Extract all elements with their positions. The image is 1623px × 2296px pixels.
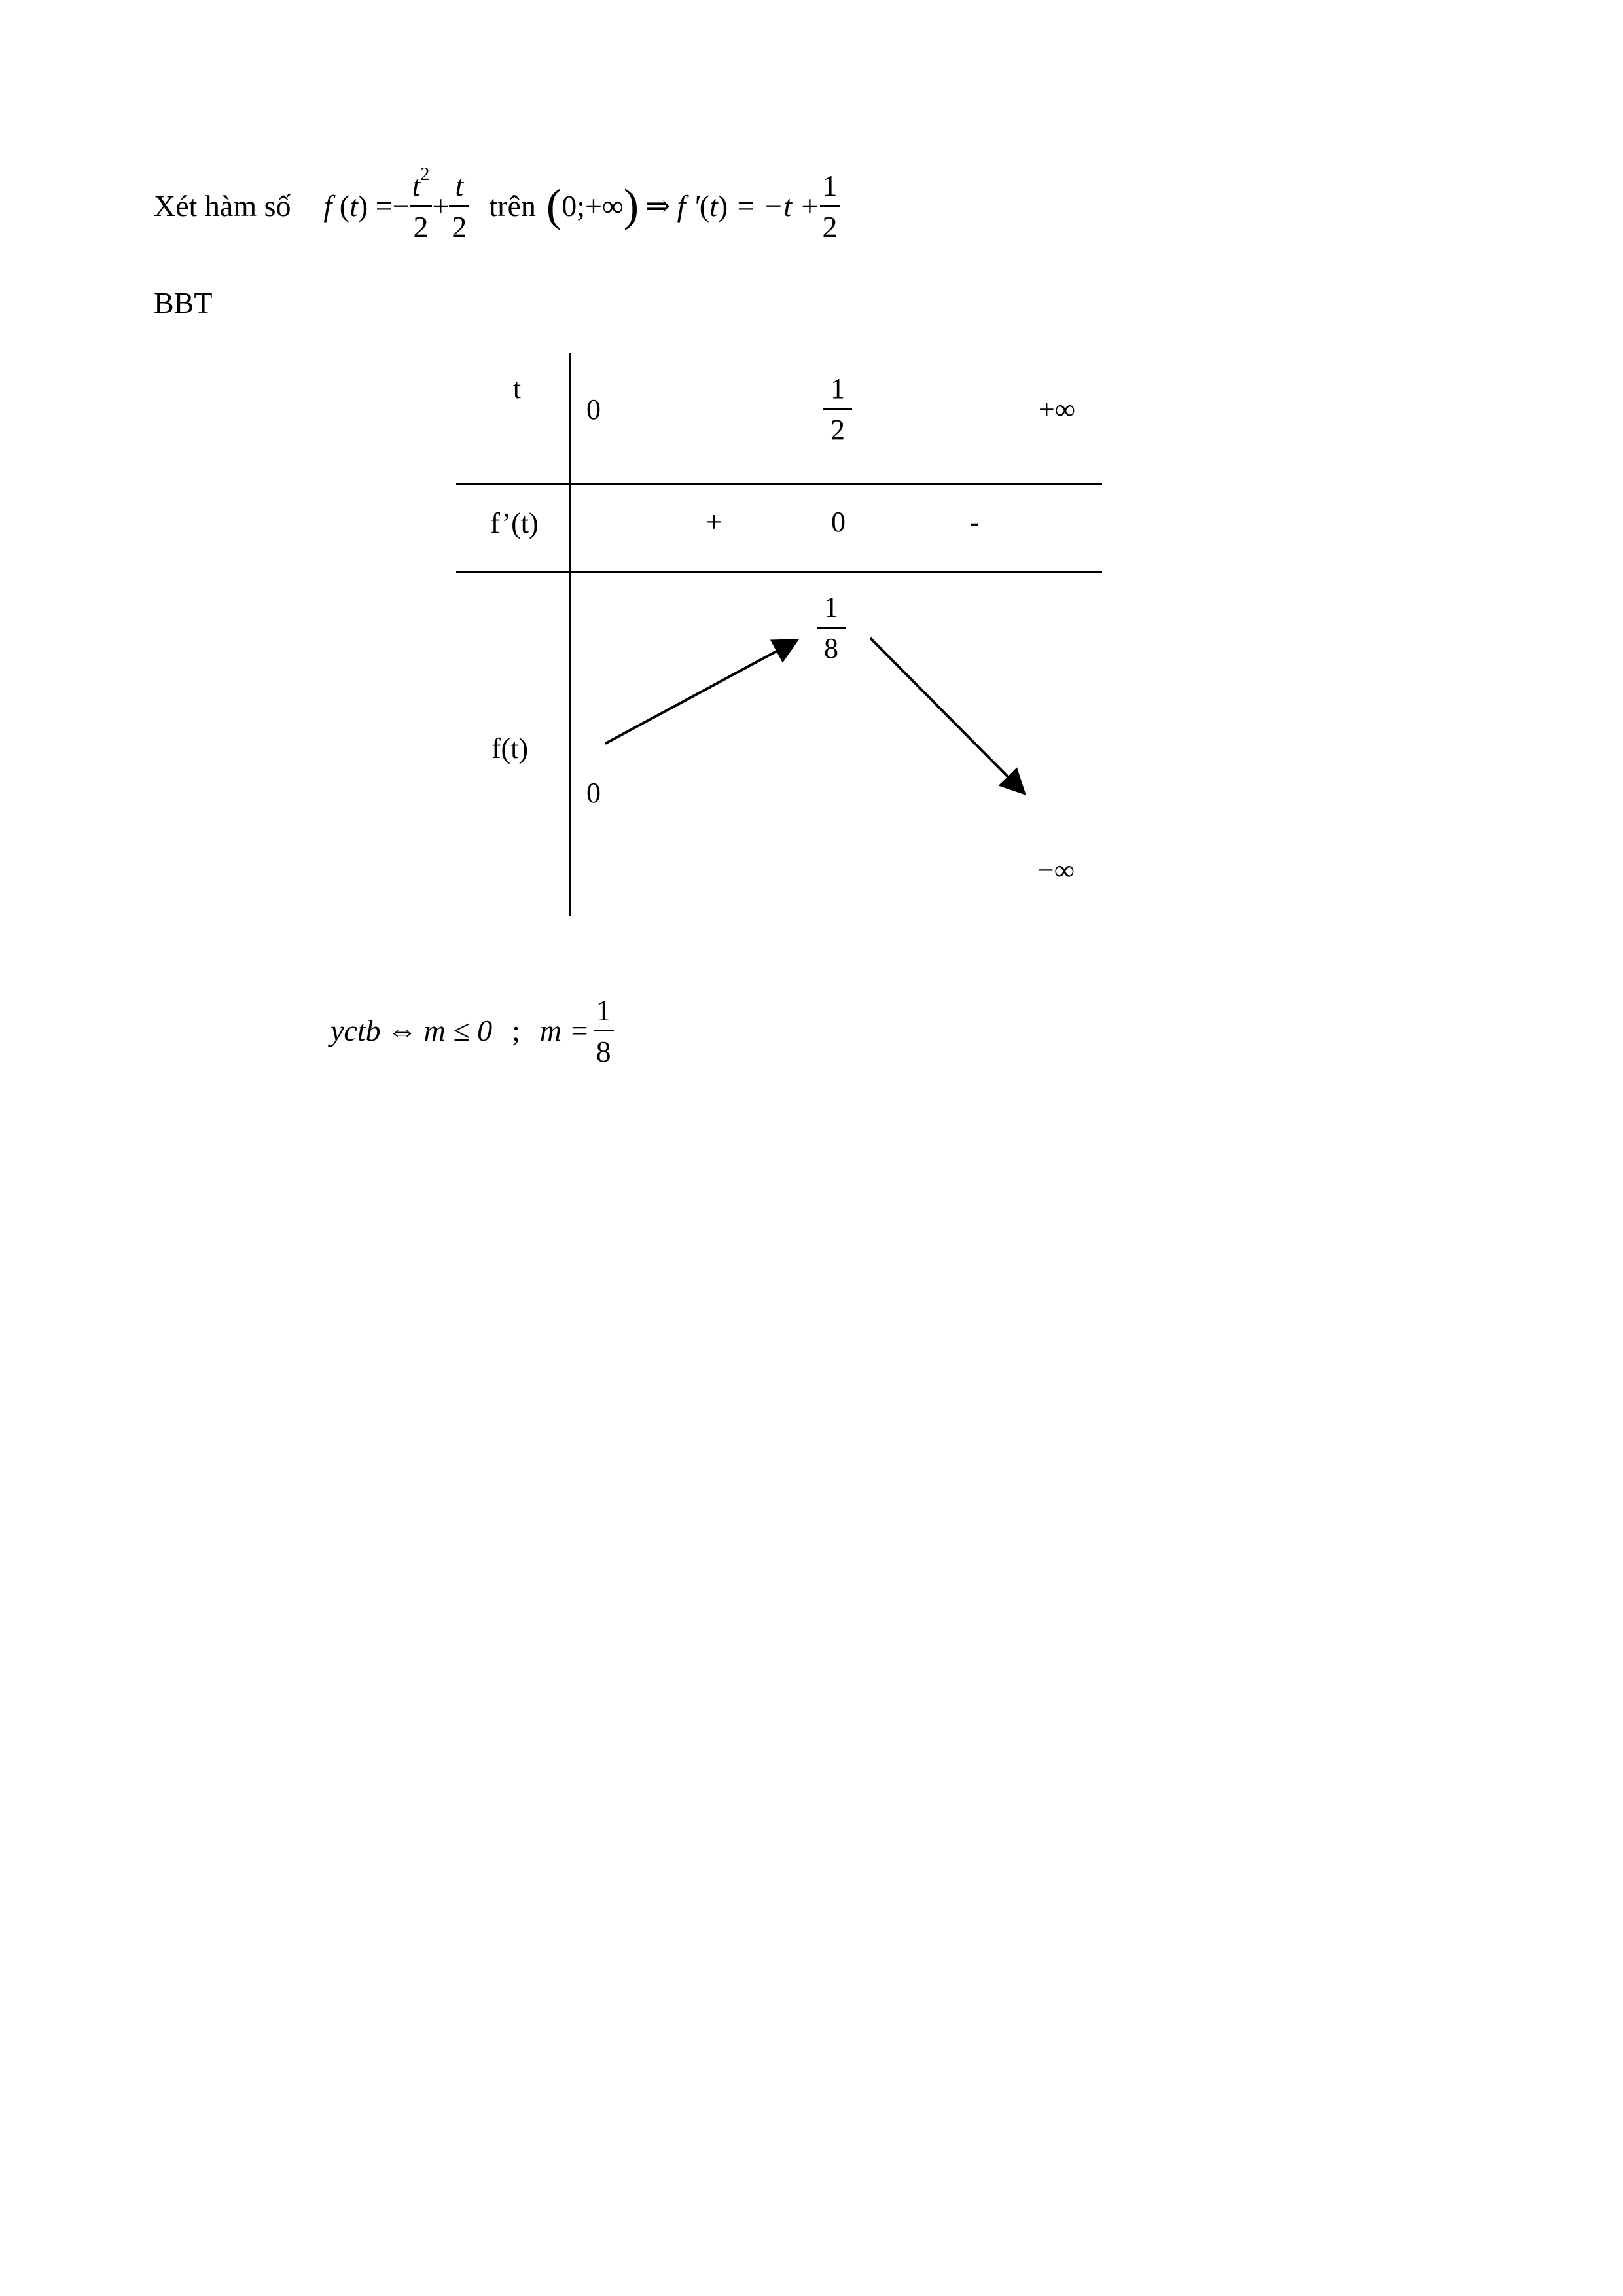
t-value-plus-infinity: +∞ [1038,393,1076,425]
equals-sign: = [375,189,393,223]
bbt-label: BBT [154,286,213,319]
row-label-f-prime: f’(t) [490,507,539,539]
fprime-sign-minus: - [969,506,980,538]
interval: 0;+∞ [562,189,624,223]
implies-sign: ⇒ [645,189,671,223]
fprime-zero: 0 [831,506,846,538]
condition-2: m = [539,1014,590,1047]
plus-sign: + [432,189,450,223]
f-name: f [323,189,332,223]
derivative-rhs: = −t + [735,189,820,223]
f-end-minus-infinity: −∞ [1037,854,1075,886]
t-value-0: 0 [586,393,601,425]
t-var: t [349,189,358,223]
frac-1-over-2: $\frac{1}{2}$ [820,171,840,242]
conclusion-line [330,988,614,1073]
frac-t-over-2: $\frac{t}{2}$ [449,171,469,242]
tren-word: trên [489,189,536,223]
intro-lead: Xét hàm số [154,189,291,223]
t-value-half: 1 2 [823,374,852,444]
minus-sign: − [392,189,410,223]
frac-1-over-8: $\frac{1}{8}$ [594,996,614,1067]
decreasing-arrow [870,638,1024,793]
row-label-t: t [512,372,522,404]
increasing-arrow [605,640,797,744]
intro-line: Xét hàm số f ( t ) = − $\frac{t^2}{2}$ + $\frac{t}{2}$ trên ( 0;+∞ ) ⇒ f ' ( t ) = −t + $\frac{1}{2}$ [154,164,840,249]
f-start-value: 0 [586,777,601,809]
f-prime: f ' [677,189,700,223]
frac-t2-over-2: $\frac{t^2}{2}$ [410,171,433,242]
yctb: yctb [330,1014,381,1047]
fprime-sign-plus: + [705,506,722,538]
iff-sign: ⇔ [387,1014,418,1047]
separator: ; [512,1014,520,1047]
row-label-f: f(t) [491,732,529,764]
f-peak-value: 1 8 [817,593,846,663]
condition-1: m ≤ 0 [423,1014,493,1047]
